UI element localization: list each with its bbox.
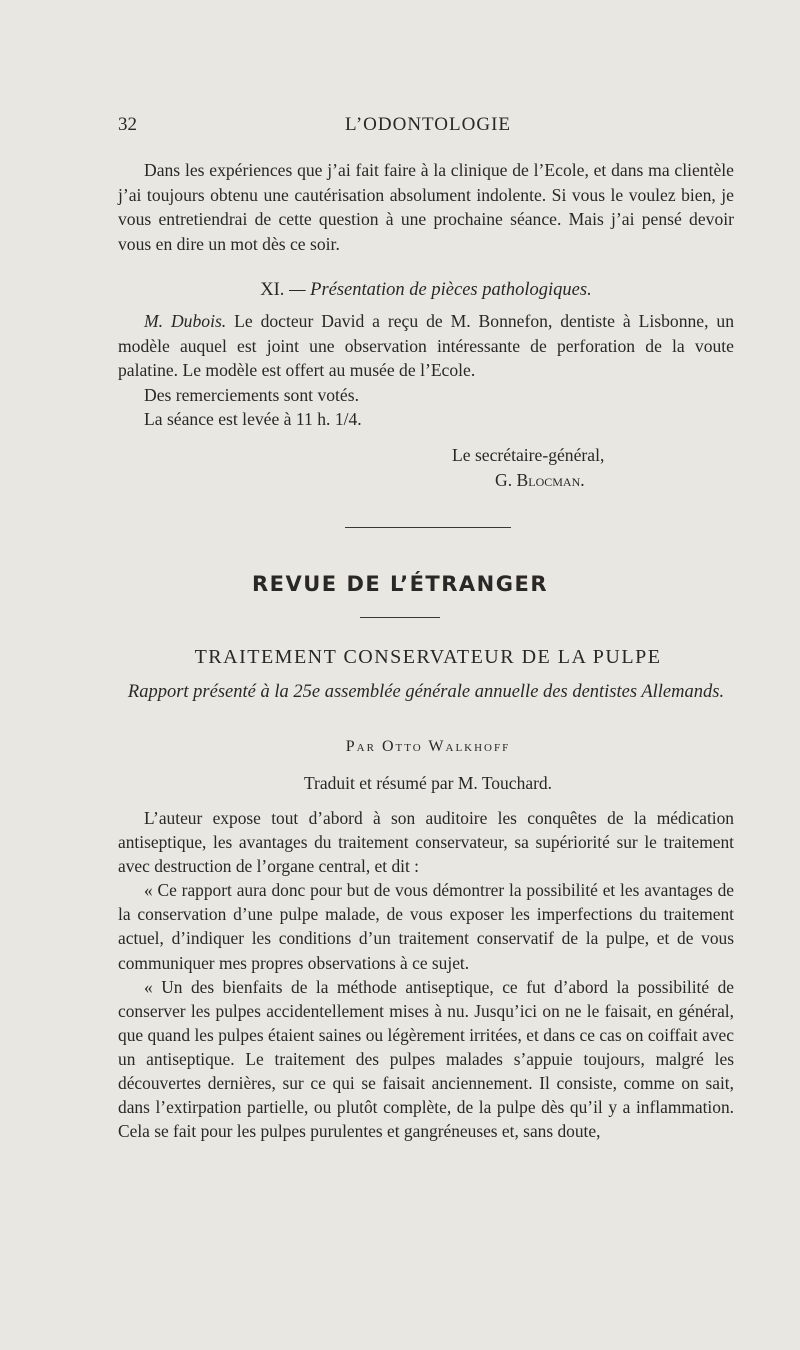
page-header	[118, 114, 738, 144]
dubois-block	[118, 309, 734, 432]
section-xi-heading	[118, 280, 734, 301]
page-number: 32	[118, 114, 137, 135]
article-body	[118, 806, 734, 1143]
dubois-text: Le docteur David a reçu de M. Bonnefon, dentiste à Lisbonne, un modèle auquel est joint une observation intéressante de perforation de la voute palatine. Le modèle est offert au musée de l’Ecole.	[118, 311, 734, 380]
speaker-name: M. Dubois.	[144, 311, 227, 331]
article-title: TRAITEMENT CONSERVATEUR DE LA PULPE	[194, 646, 662, 668]
article-paragraph: « Ce rapport aura donc pour but de vous démontrer la possibilité et les avantages de la conservation d’une pulpe malade, de vous exposer les imperfections du traitement actuel, d’indiquer les conditions d’un traitement conservatif de la pulpe, et de vous communiquer mes propres observations à ce sujet.	[118, 880, 734, 973]
thanks-line: Des remerciements sont votés.	[144, 384, 359, 405]
section-title: — Présentation de pièces pathologiques.	[289, 280, 592, 300]
article-paragraph: L’auteur expose tout d’abord à son auditoire les conquêtes de la médication antiseptique, les avantages du traitement conservateur, sa supériorité sur le traitement avec destruction de l’organe central, et dit :	[118, 808, 734, 877]
intro-paragraph-block	[118, 158, 734, 256]
section-divider	[345, 527, 511, 528]
running-title: L’ODONTOLOGIE	[344, 114, 512, 135]
revue-heading: REVUE DE L’ÉTRANGER	[251, 572, 548, 596]
dubois-paragraph	[118, 309, 734, 383]
signature-role: Le secrétaire-général,	[452, 445, 605, 465]
article-subtitle: Rapport présenté à la 25e assemblée générale annuelle des dentistes Allemands.	[127, 682, 725, 702]
signature-name: G. Blocman.	[495, 470, 585, 490]
article-author: Par Otto Walkhoff	[345, 738, 511, 755]
revue-underline	[360, 617, 440, 618]
article-translator: Traduit et résumé par M. Touchard.	[303, 773, 553, 793]
article-paragraph: « Un des bienfaits de la méthode antiseptique, ce fut d’abord la possibilité de conserver les pulpes accidentellement mises à nu. Jusqu’ici on ne le faisait, en général, que quand les pulpes étaient saines ou légèrement irritées, et dans ce cas on coiffait avec un antiseptique. Le traitement des pulpes malades s’appuie toujours, malgré les découvertes dernières, sur ce qui se faisait anciennement. Il consiste, comme on sait, dans l’extirpation partielle, ou plutôt complète, de la pulpe dès qu’il y a inflammation. Cela se fait pour les pulpes purulentes et gangréneuses et, sans doute,	[118, 976, 734, 1142]
adjourn-line: La séance est levée à 11 h. 1/4.	[144, 409, 362, 429]
intro-paragraph: Dans les expériences que j’ai fait faire à la clinique de l’Ecole, et dans ma clientèle j’ai toujours obtenu une cautérisation absolument indolente. Si vous le voulez bien, je vous entretiendrai de cette question à une prochaine séance. Mais j’ai pensé devoir vous en dire un mot dès ce soir.	[118, 160, 734, 254]
section-number: XI.	[260, 280, 285, 300]
